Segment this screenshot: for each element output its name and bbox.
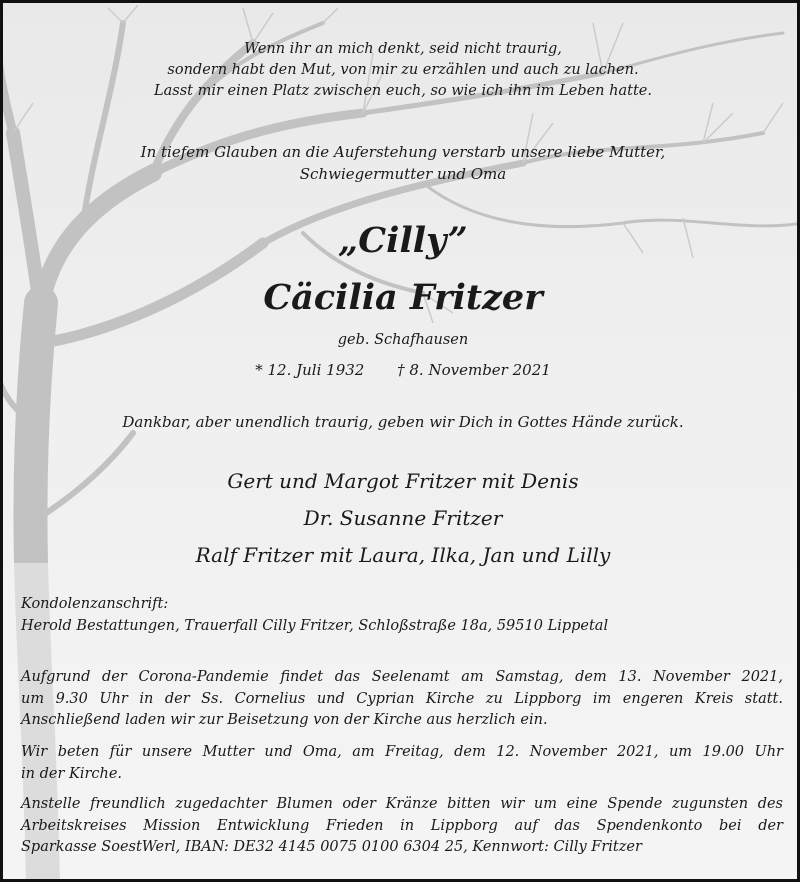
service-paragraph bbox=[21, 667, 783, 732]
announcement-line: Schwiegermutter und Oma bbox=[299, 165, 507, 183]
deceased-name: Cäcilia Fritzer bbox=[263, 277, 543, 318]
mourner-entry: Dr. Susanne Fritzer bbox=[303, 506, 503, 530]
paragraph-line: Arbeitskreises Mission Entwicklung Frieden in Lippborg auf das Spendenkonto bei der bbox=[21, 817, 783, 834]
poem-line: Wenn ihr an mich denkt, seid nicht traurig, bbox=[244, 41, 562, 57]
poem-line: sondern habt den Mut, von mir zu erzählen und auch zu lachen. bbox=[167, 62, 639, 78]
life-dates bbox=[3, 359, 800, 381]
prayer-paragraph bbox=[21, 742, 783, 785]
birth-date: * 12. Juli 1932 bbox=[255, 361, 365, 379]
birth-name: geb. Schafhausen bbox=[337, 332, 469, 348]
announcement-line: In tiefem Glauben an die Auferstehung verstarb unsere liebe Mutter, bbox=[140, 143, 666, 161]
paragraph-line: Anschließend laden wir zur Beisetzung von der Kirche aus herzlich ein. bbox=[21, 712, 548, 728]
poem-line: Lasst mir einen Platz zwischen euch, so wie ich ihn im Leben hatte. bbox=[154, 83, 652, 99]
poem bbox=[3, 39, 800, 102]
mourner-entry: Ralf Fritzer mit Laura, Ilka, Jan und Lilly bbox=[195, 543, 611, 567]
nickname: „Cilly” bbox=[338, 220, 468, 261]
death-announcement bbox=[3, 141, 800, 185]
death-date: † 8. November 2021 bbox=[397, 361, 551, 379]
mourners-list bbox=[3, 463, 800, 574]
paragraph-line: Sparkasse SoestWerl, IBAN: DE32 4145 0075 0100 6304 25, Kennwort: Cilly Fritzer bbox=[21, 839, 642, 855]
paragraph-line: Aufgrund der Corona-Pandemie findet das Seelenamt am Samstag, dem 13. November 2021, bbox=[21, 669, 783, 685]
paragraph-line: Anstelle freundlich zugedachter Blumen oder Kränze bitten wir um eine Spende zugunsten des bbox=[21, 796, 783, 812]
mourner-entry: Gert und Margot Fritzer mit Denis bbox=[227, 469, 579, 493]
donation-paragraph bbox=[21, 794, 783, 859]
farewell-line: Dankbar, aber unendlich traurig, geben wir Dich in Gottes Hände zurück. bbox=[122, 413, 684, 431]
condolence-address bbox=[21, 594, 783, 637]
paragraph-line: um 9.30 Uhr in der Ss. Cornelius und Cyprian Kirche zu Lippborg im engeren Kreis statt. bbox=[21, 690, 783, 707]
condolence-label: Kondolenzanschrift: bbox=[21, 596, 169, 612]
condolence-address-text: Herold Bestattungen, Trauerfall Cilly Fritzer, Schloßstraße 18a, 59510 Lippetal bbox=[21, 617, 609, 634]
paragraph-line: Wir beten für unsere Mutter und Oma, am Freitag, dem 12. November 2021, um 19.00 Uhr bbox=[21, 744, 783, 760]
paragraph-line: in der Kirche. bbox=[21, 765, 123, 782]
